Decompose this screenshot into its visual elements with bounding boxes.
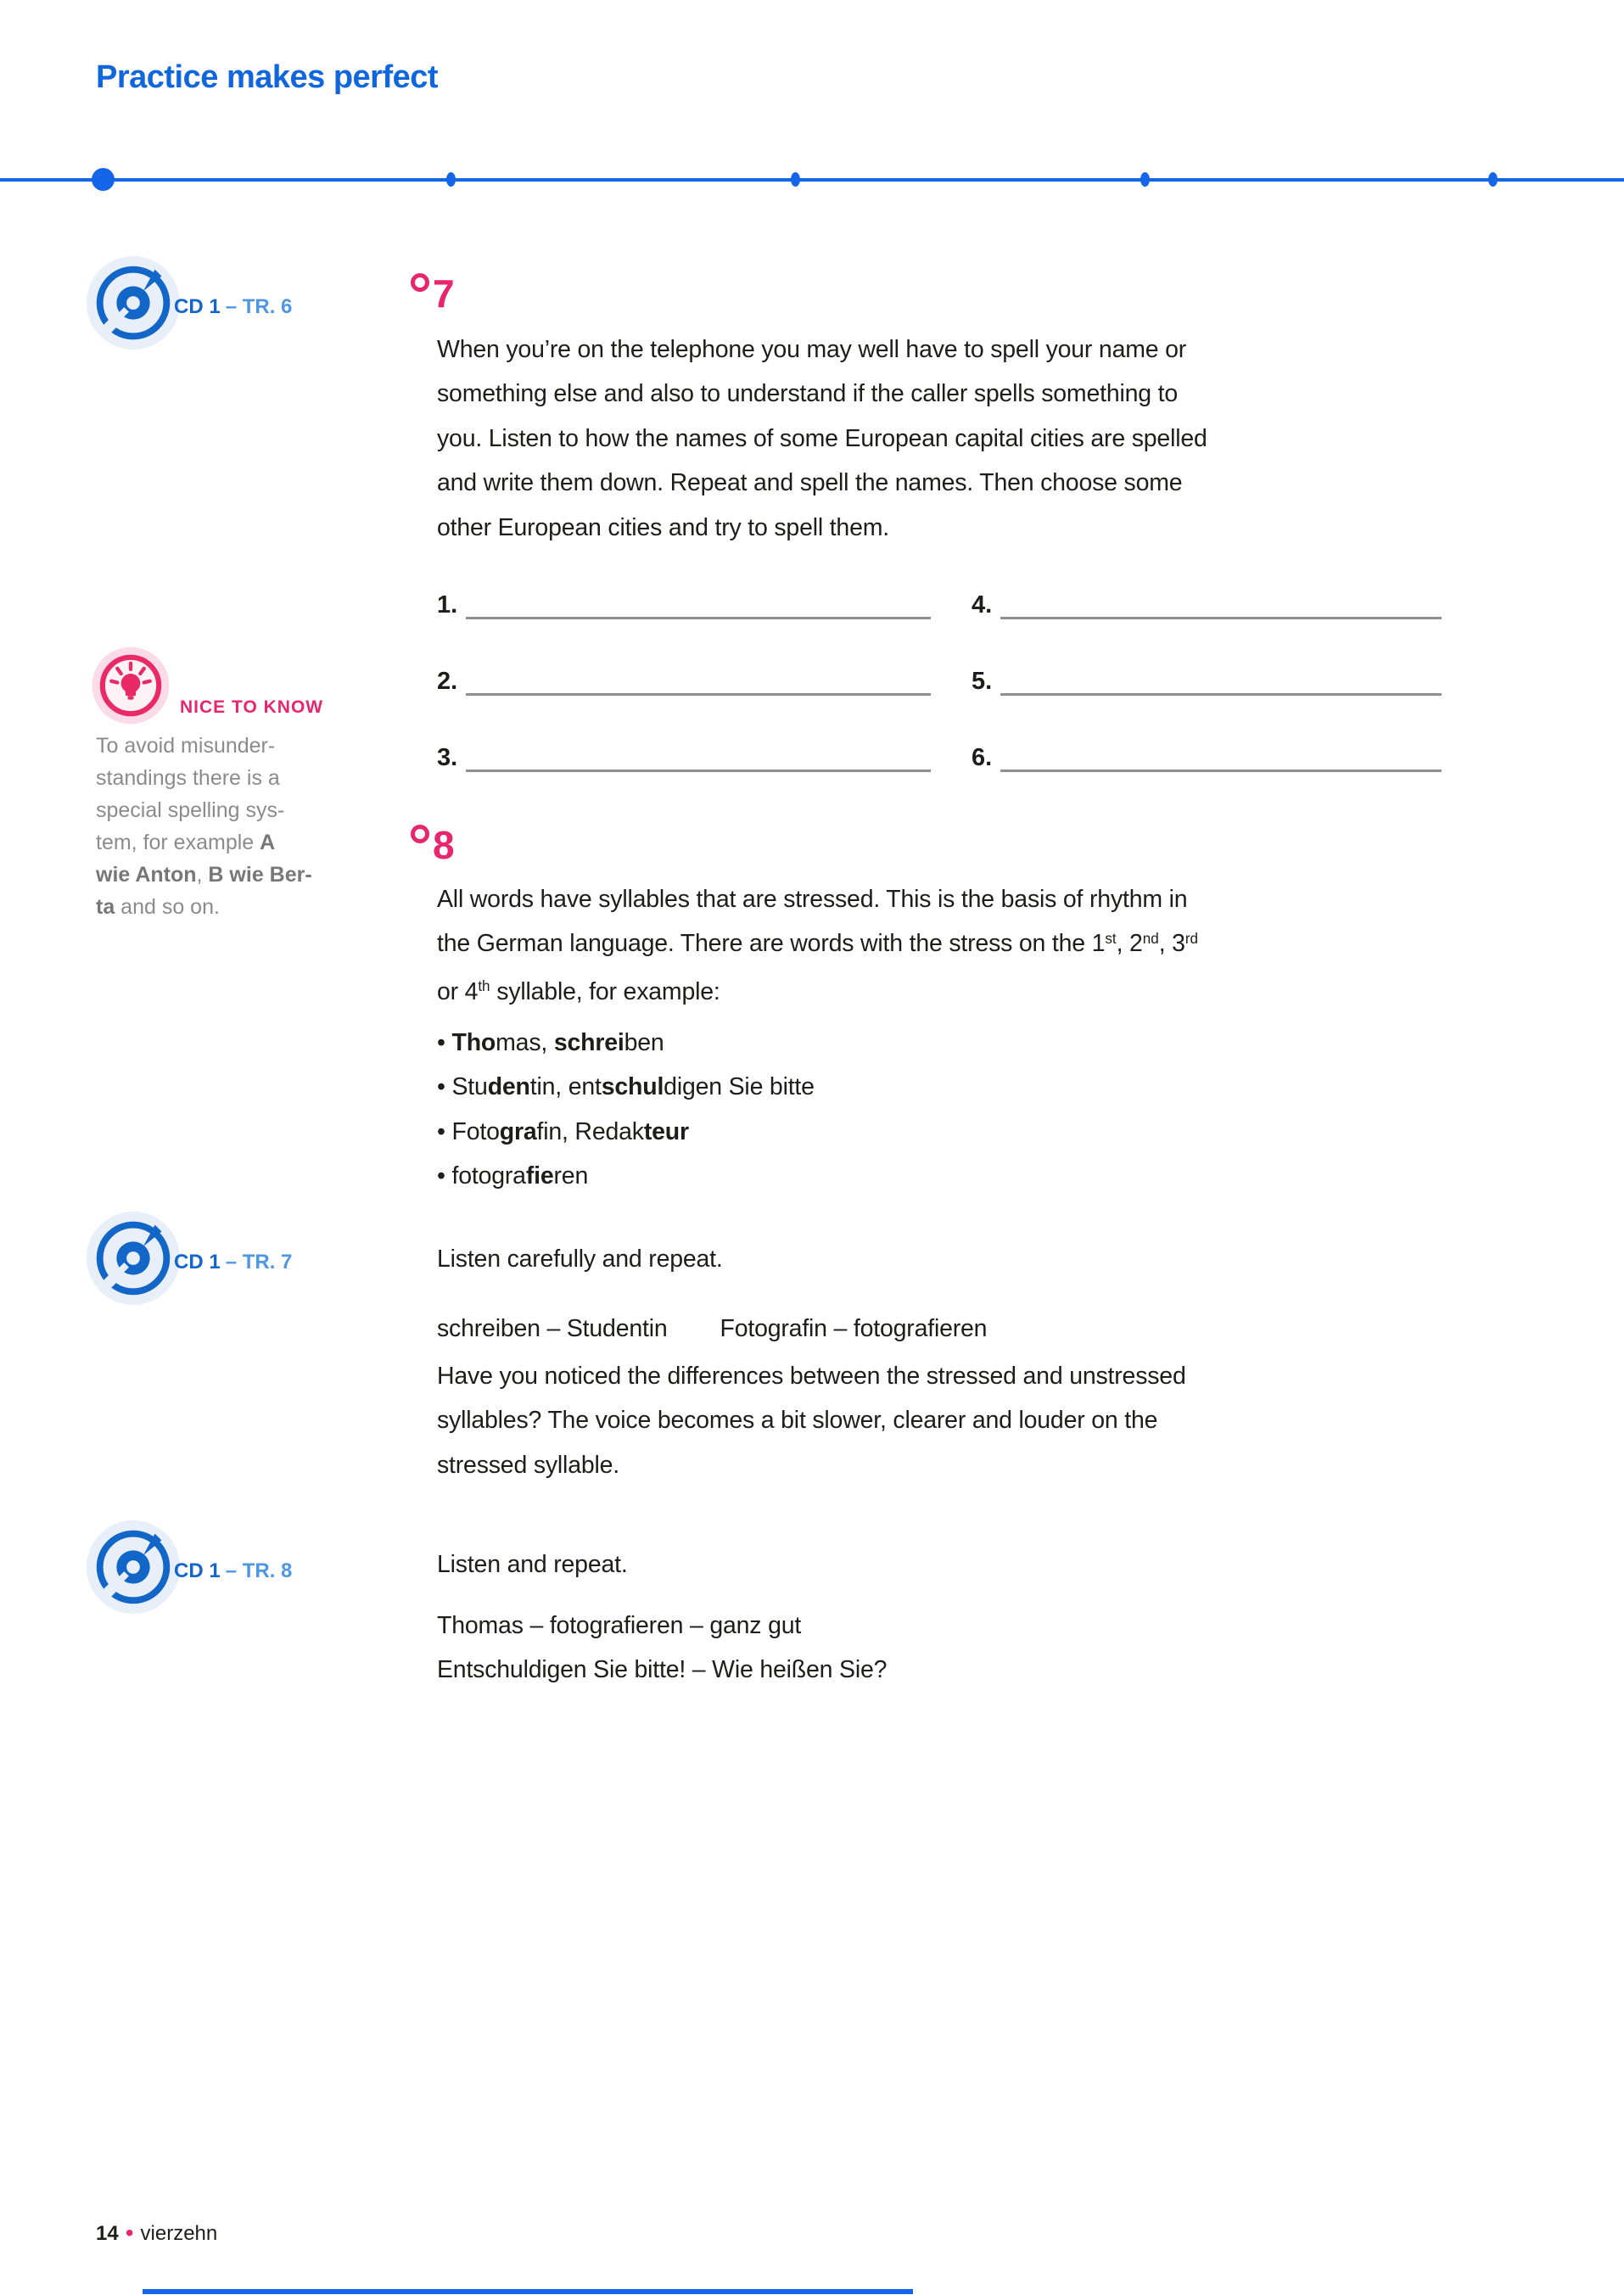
audio-label: CD 1 – TR. 6	[174, 295, 293, 318]
cd-icon	[83, 253, 183, 353]
listen-repeat-instruction: Listen and repeat.	[437, 1551, 628, 1578]
stress-examples-list	[437, 1021, 1464, 1199]
bottom-rule	[143, 2289, 913, 2294]
exercise-ring-icon	[411, 273, 429, 292]
progress-dot	[791, 172, 800, 187]
nice-to-know-text: To avoid misunder- standings there is a special spelling sys- tem, for example A wie Anton, B wie Ber- ta and so on.	[96, 734, 312, 919]
exercise-7-intro: When you’re on the telephone you may well have to spell your name or something else and also to understand if the caller spells something to you. Listen to how the names of some European capital cities are spelled and write them down. Repeat and spell the names. Then choose some other European cities and try to spell them.	[437, 336, 1207, 541]
answer-line	[466, 593, 931, 619]
noticed-paragraph: Have you noticed the differences between the stressed and unstressed syllables? The voice becomes a bit slower, clearer and louder on the stressed syllable.	[437, 1363, 1186, 1479]
blank-row-4: 4.	[972, 591, 1442, 619]
blank-row-1: 1.	[437, 591, 931, 619]
nice-to-know-label: NICE TO KNOW	[180, 697, 324, 717]
progress-dot-active	[92, 168, 115, 191]
answer-line	[466, 669, 931, 696]
footer-dot-icon: •	[125, 2219, 134, 2246]
audio-label: CD 1 – TR. 7	[174, 1251, 293, 1273]
answer-line	[466, 746, 931, 772]
audio-marker-tr7	[83, 1208, 363, 1313]
progress-dot	[446, 172, 456, 187]
cd-icon	[83, 1517, 183, 1617]
list-item: • Studentin, entschuldigen Sie bitte	[437, 1073, 815, 1101]
progress-dot	[1140, 172, 1150, 187]
page-footer	[96, 2219, 217, 2247]
blank-row-3: 3.	[437, 744, 931, 771]
exercise-8-marker: 8	[411, 825, 455, 865]
list-item: • fotografieren	[437, 1162, 589, 1190]
repeat-examples: Thomas – fotografieren – ganz gut Entschuldigen Sie bitte! – Wie heißen Sie?	[437, 1612, 888, 1684]
audio-marker-tr8	[83, 1517, 363, 1621]
listen-carefully-instruction: Listen carefully and repeat.	[437, 1245, 723, 1273]
chapter-rule	[0, 178, 1624, 182]
blank-row-5: 5.	[972, 668, 1442, 695]
exercise-8-intro: All words have syllables that are stressed. This is the basis of rhythm in the German language. There are words with the stress on the 1st, 2nd, 3rd or 4th syllable, for example:	[437, 886, 1199, 1005]
answer-line	[1000, 746, 1442, 772]
page-number: 14	[96, 2222, 119, 2245]
word-pairs: schreiben – Studentin Fotografin – fotografieren	[437, 1315, 988, 1342]
list-item: • Thomas, schreiben	[437, 1029, 664, 1056]
exercise-7-marker: 7	[411, 273, 455, 313]
exercise-ring-icon	[411, 825, 429, 843]
answer-line	[1000, 593, 1442, 619]
page-number-word: vierzehn	[140, 2222, 218, 2245]
blank-row-2: 2.	[437, 668, 931, 695]
nice-to-know-icon-wrap	[90, 645, 171, 730]
lightbulb-icon	[90, 645, 171, 726]
progress-dot	[1488, 172, 1498, 187]
blank-row-6: 6.	[972, 744, 1442, 771]
audio-label: CD 1 – TR. 8	[174, 1559, 293, 1582]
audio-marker-tr6	[83, 253, 363, 357]
list-item: • Fotografin, Redakteur	[437, 1117, 689, 1145]
cd-icon	[83, 1208, 183, 1308]
answer-line	[1000, 669, 1442, 696]
page-title: Practice makes perfect	[96, 59, 439, 95]
